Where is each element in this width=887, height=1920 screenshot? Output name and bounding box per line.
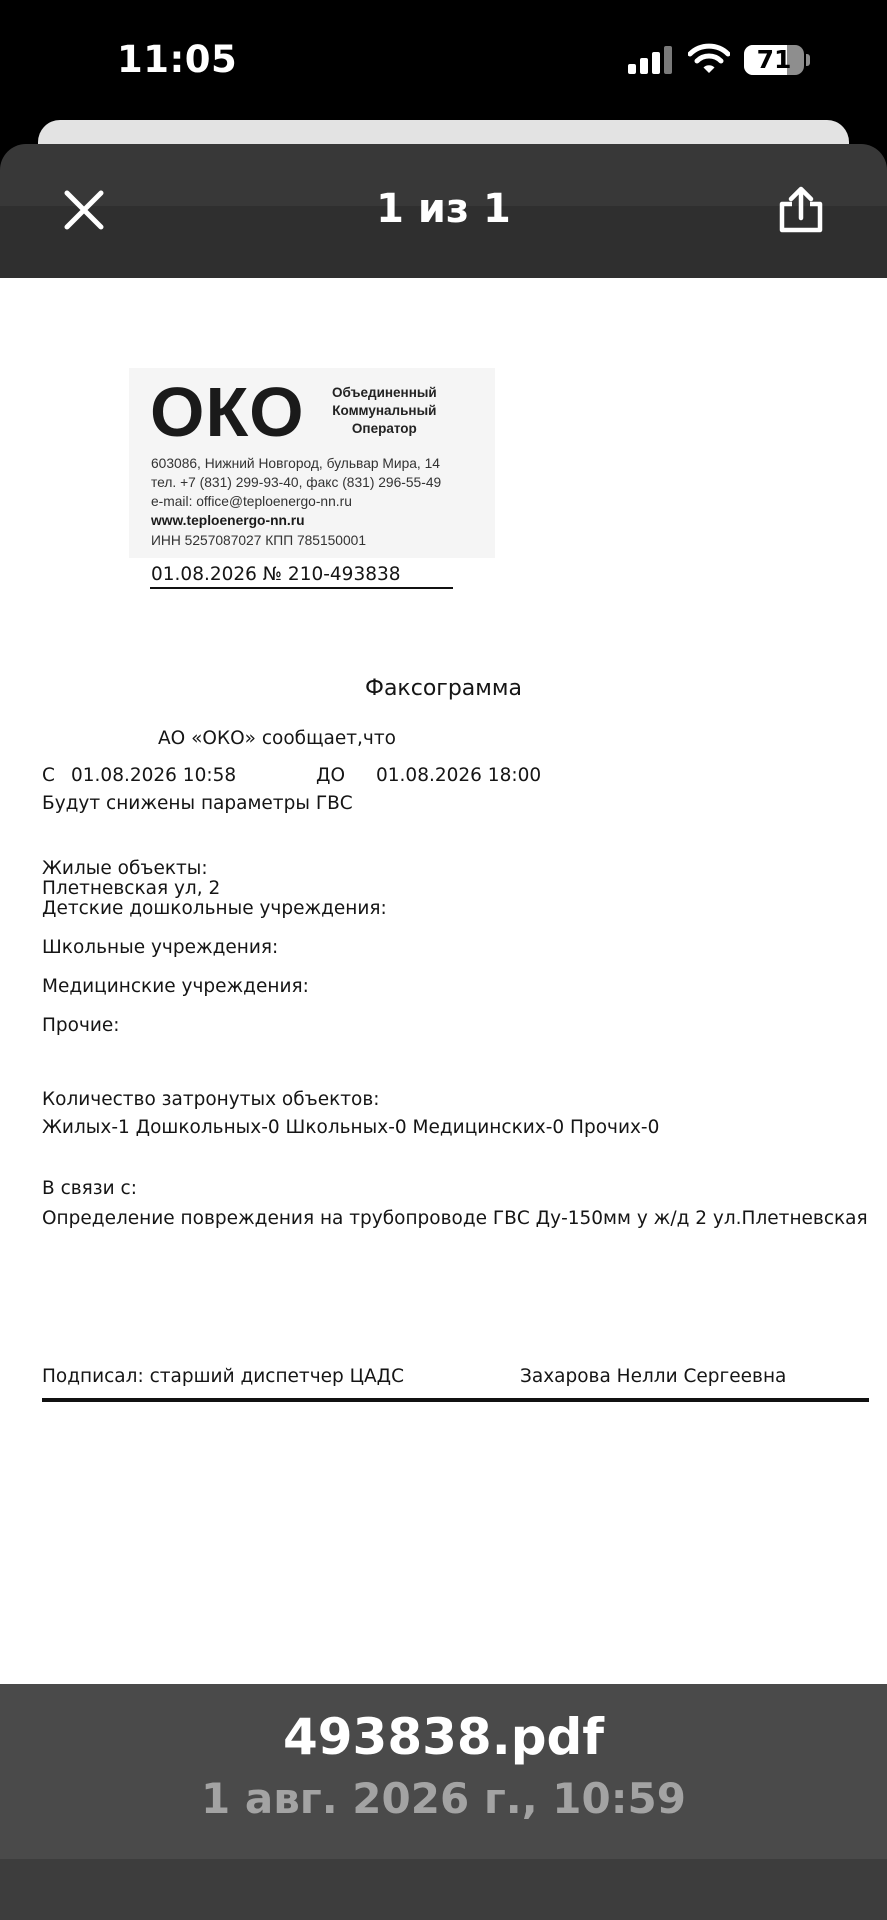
status-time: 11:05 [117,38,238,81]
residential-label: Жилые объекты: [42,858,208,879]
company-logo: ОКО [150,373,305,451]
company-address: 603086, Нижний Новгород, бульвар Мира, 14 [151,456,440,471]
bottom-bar [0,1859,887,1920]
cellular-signal-icon [628,46,672,74]
company-phone: тел. +7 (831) 299-93-40, факс (831) 296-55-49 [151,475,442,490]
company-email: e-mail: office@teploenergo-nn.ru [151,494,352,509]
preschool-label: Детские дошкольные учреждения: [42,898,387,919]
document-page [0,278,887,1684]
count-value: Жилых-1 Дошкольных-0 Школьных-0 Медицинских-0 Прочих-0 [42,1117,660,1138]
file-name: 493838.pdf [282,1708,605,1766]
document-title: Факсограмма [365,676,522,701]
logo-caption-line: Оператор [351,421,417,436]
other-label: Прочие: [42,1015,120,1036]
company-website: www.teploenergo-nn.ru [151,513,305,528]
to-value: 01.08.2026 18:00 [376,765,542,786]
share-icon[interactable] [778,186,824,234]
wifi-icon [688,42,730,76]
page-counter: 1 из 1 [376,186,511,232]
logo-caption [332,384,437,438]
signed-label: Подписал: старший диспетчер ЦАДС [42,1366,405,1387]
signed-name: Захарова Нелли Сергеевна [520,1366,787,1387]
logo-caption-line: Коммунальный [332,403,437,418]
document-reference: 01.08.2026 № 210-493838 [151,564,401,585]
logo-caption-line: Объединенный [332,385,437,400]
document-intro: АО «ОКО» сообщает,что [158,728,396,749]
battery-tip [806,54,810,66]
notice-text: Будут снижены параметры ГВС [42,793,353,814]
reference-underline [150,587,453,589]
residential-value: Плетневская ул, 2 [42,878,221,899]
reason-label: В связи с: [42,1178,137,1199]
company-inn: ИНН 5257087027 КПП 785150001 [151,533,367,548]
count-label: Количество затронутых объектов: [42,1089,380,1110]
to-label: ДО [316,765,346,786]
reason-value: Определение повреждения на трубопроводе ГВС Ду-150мм у ж/д 2 ул.Плетневская [42,1208,868,1229]
medical-label: Медицинские учреждения: [42,976,309,997]
file-date: 1 авг. 2026 г., 10:59 [201,1774,686,1823]
signature-line [42,1398,869,1402]
battery-percent: 71 [756,45,792,74]
from-value: 01.08.2026 10:58 [71,765,237,786]
from-label: С [42,765,55,786]
battery-icon [744,45,804,75]
school-label: Школьные учреждения: [42,937,279,958]
